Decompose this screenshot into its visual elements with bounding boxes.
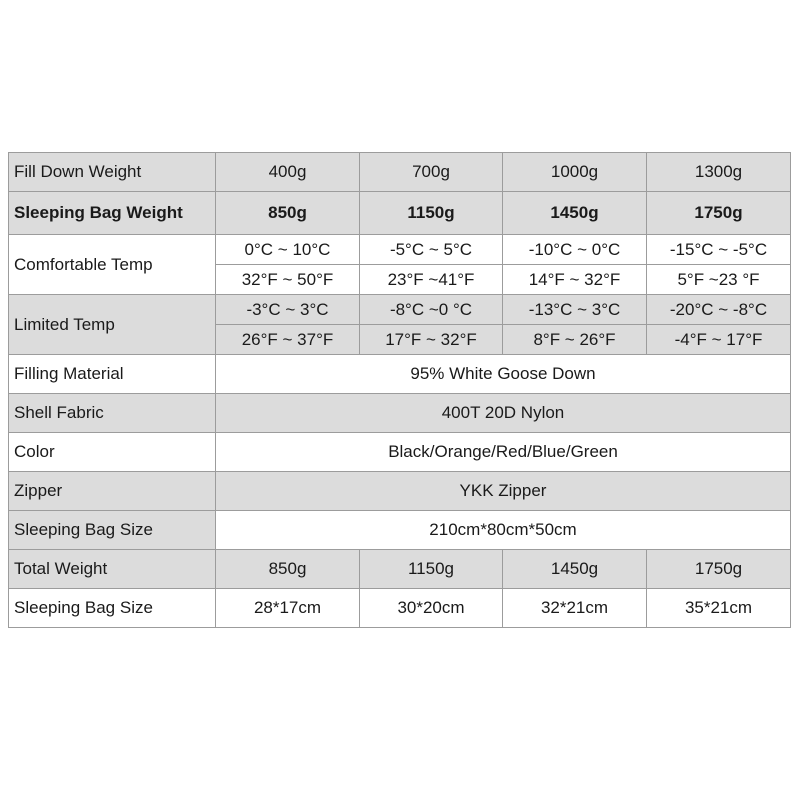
cell-value: 26°F ~ 37°F [216,325,360,355]
row-label: Zipper [9,472,216,511]
row-label: Fill Down Weight [9,153,216,192]
cell-value: 95% White Goose Down [216,355,791,394]
row-shell-fabric [9,394,791,433]
cell-value: 30*20cm [360,589,503,628]
cell-value: 0°C ~ 10°C [216,235,360,265]
cell-value: 400g [216,153,360,192]
cell-value: -15°C ~ -5°C [647,235,791,265]
cell-value: -10°C ~ 0°C [503,235,647,265]
cell-value: 850g [216,550,360,589]
row-fill-down-weight [9,153,791,192]
cell-value: 5°F ~23 °F [647,265,791,295]
cell-value: YKK Zipper [216,472,791,511]
cell-value: 23°F ~41°F [360,265,503,295]
row-label: Comfortable Temp [9,235,216,295]
cell-value: 1150g [360,550,503,589]
row-comfortable-temp-c [9,235,791,265]
row-label: Filling Material [9,355,216,394]
row-label: Sleeping Bag Size [9,511,216,550]
cell-value: 1450g [503,550,647,589]
cell-value: 400T 20D Nylon [216,394,791,433]
cell-value: 8°F ~ 26°F [503,325,647,355]
cell-value: 850g [216,192,360,235]
row-label: Limited Temp [9,295,216,355]
row-color [9,433,791,472]
row-total-weight [9,550,791,589]
row-label: Shell Fabric [9,394,216,433]
cell-value: 32°F ~ 50°F [216,265,360,295]
cell-value: 32*21cm [503,589,647,628]
cell-value: -20°C ~ -8°C [647,295,791,325]
cell-value: -3°C ~ 3°C [216,295,360,325]
row-label: Total Weight [9,550,216,589]
row-label: Color [9,433,216,472]
cell-value: -4°F ~ 17°F [647,325,791,355]
cell-value: 700g [360,153,503,192]
row-zipper [9,472,791,511]
cell-value: 1750g [647,550,791,589]
cell-value: Black/Orange/Red/Blue/Green [216,433,791,472]
cell-value: -5°C ~ 5°C [360,235,503,265]
row-sleeping-bag-weight [9,192,791,235]
row-limited-temp-c [9,295,791,325]
cell-value: 210cm*80cm*50cm [216,511,791,550]
row-filling-material [9,355,791,394]
row-label: Sleeping Bag Weight [9,192,216,235]
cell-value: 35*21cm [647,589,791,628]
cell-value: 1450g [503,192,647,235]
cell-value: 1300g [647,153,791,192]
cell-value: 14°F ~ 32°F [503,265,647,295]
cell-value: 28*17cm [216,589,360,628]
cell-value: 1150g [360,192,503,235]
cell-value: -8°C ~0 °C [360,295,503,325]
row-bag-size [9,511,791,550]
cell-value: 17°F ~ 32°F [360,325,503,355]
row-label: Sleeping Bag Size [9,589,216,628]
cell-value: 1000g [503,153,647,192]
row-pack-size [9,589,791,628]
cell-value: -13°C ~ 3°C [503,295,647,325]
cell-value: 1750g [647,192,791,235]
spec-table [8,152,791,628]
